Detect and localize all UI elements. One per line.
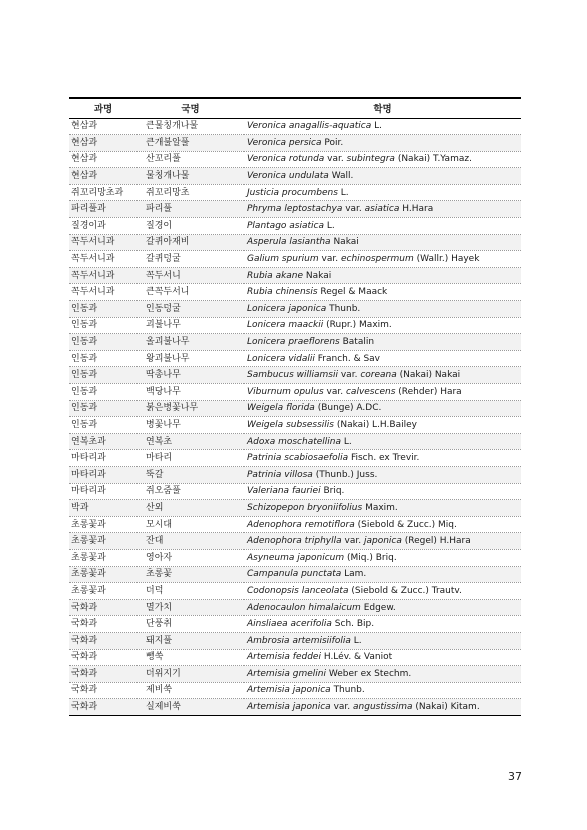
epithet: undulata xyxy=(288,171,329,182)
epithet: subsessilis xyxy=(286,419,334,430)
family-cell: 마타리과 xyxy=(69,466,137,483)
scientific-name-cell xyxy=(244,599,521,616)
scientific-name-cell xyxy=(244,350,521,367)
epithet: punctata xyxy=(301,569,342,580)
authority: (Rehder) Hara xyxy=(398,386,462,397)
genus-name: Phryma xyxy=(247,204,282,215)
epithet: chinensis xyxy=(275,287,318,298)
family-cell: 꼭두서니과 xyxy=(69,284,137,301)
authority: Weber ex Stechm. xyxy=(328,668,412,679)
scientific-name-cell xyxy=(244,218,521,235)
korean-name-cell: 딱총나무 xyxy=(137,367,244,384)
scientific-name-cell xyxy=(244,251,521,268)
authority: var. xyxy=(326,386,344,397)
epithet: japonica xyxy=(363,536,402,547)
korean-name-cell: 실제비쑥 xyxy=(137,699,244,716)
genus-name: Lonicera xyxy=(247,320,286,331)
table-row xyxy=(69,566,521,583)
authority: (Nakai) L.H.Bailey xyxy=(336,419,417,430)
family-cell: 인동과 xyxy=(69,417,137,434)
korean-name-cell: 괴불나무 xyxy=(137,317,244,334)
scientific-name-cell xyxy=(244,168,521,185)
header-scientific-name: 학명 xyxy=(244,98,521,118)
family-cell: 초롱꽃과 xyxy=(69,566,137,583)
epithet: lanceolata xyxy=(301,585,349,596)
scientific-name-cell xyxy=(244,483,521,500)
korean-name-cell: 연복초 xyxy=(137,433,244,450)
epithet: coreana xyxy=(360,370,397,381)
authority: (Rupr.) Maxim. xyxy=(326,320,392,331)
table-row xyxy=(69,267,521,284)
korean-name-cell: 갈퀴아재비 xyxy=(137,234,244,251)
genus-name: Weigela xyxy=(247,419,284,430)
genus-name: Justicia xyxy=(247,187,280,198)
epithet: praeflorens xyxy=(288,337,340,348)
genus-name: Artemisia xyxy=(247,668,290,679)
genus-name: Galium xyxy=(247,254,279,265)
epithet: maackii xyxy=(288,320,324,331)
authority: (Miq.) Briq. xyxy=(347,552,397,563)
korean-name-cell: 왕괴불나무 xyxy=(137,350,244,367)
header-family: 과명 xyxy=(69,98,137,118)
family-cell: 국화과 xyxy=(69,599,137,616)
scientific-name-cell xyxy=(244,301,521,318)
authority: (Nakai) Nakai xyxy=(399,370,461,381)
table-row xyxy=(69,450,521,467)
scientific-name-cell xyxy=(244,699,521,716)
korean-name-cell: 영아자 xyxy=(137,549,244,566)
table-row xyxy=(69,549,521,566)
family-cell: 국화과 xyxy=(69,666,137,683)
table-row xyxy=(69,317,521,334)
table-row xyxy=(69,384,521,401)
korean-name-cell: 잔대 xyxy=(137,533,244,550)
korean-name-cell: 큰물칭개나물 xyxy=(137,118,244,135)
korean-name-cell: 돼지풀 xyxy=(137,632,244,649)
korean-name-cell: 질경이 xyxy=(137,218,244,235)
epithet: procumbens xyxy=(281,187,338,198)
table-row xyxy=(69,516,521,533)
genus-name: Artemisia xyxy=(247,652,290,663)
genus-name: Adoxa xyxy=(247,436,276,447)
epithet: asiatica xyxy=(289,220,325,231)
korean-name-cell: 꼭두서니 xyxy=(137,267,244,284)
epithet: scabiosaefolia xyxy=(284,453,349,464)
authority: (Thunb.) Juss. xyxy=(315,469,378,480)
genus-name: Valeriana xyxy=(247,486,290,497)
family-cell: 현삼과 xyxy=(69,151,137,168)
family-cell: 인동과 xyxy=(69,350,137,367)
epithet: japonica xyxy=(292,702,331,713)
table-row xyxy=(69,417,521,434)
genus-name: Artemisia xyxy=(247,685,290,696)
epithet: remotiflora xyxy=(304,519,355,530)
genus-name: Veronica xyxy=(247,137,287,148)
korean-name-cell: 더덕 xyxy=(137,583,244,600)
table-row xyxy=(69,151,521,168)
genus-name: Adenophora xyxy=(247,536,302,547)
epithet: florida xyxy=(286,403,315,414)
epithet: rotunda xyxy=(288,154,325,165)
scientific-name-cell xyxy=(244,400,521,417)
authority: L. xyxy=(326,220,335,231)
table-row xyxy=(69,533,521,550)
authority: (Nakai) Kitam. xyxy=(415,702,480,713)
korean-name-cell: 병꽃나무 xyxy=(137,417,244,434)
epithet: asiatica xyxy=(364,204,400,215)
authority: Batalin xyxy=(342,337,375,348)
family-cell: 초롱꽃과 xyxy=(69,583,137,600)
family-cell: 인동과 xyxy=(69,384,137,401)
family-cell: 현삼과 xyxy=(69,168,137,185)
authority: L. xyxy=(374,121,383,132)
korean-name-cell: 산꼬리풀 xyxy=(137,151,244,168)
table-row xyxy=(69,168,521,185)
genus-name: Campanula xyxy=(247,569,299,580)
family-cell: 초롱꽃과 xyxy=(69,516,137,533)
epithet: vidalii xyxy=(288,353,315,364)
table-row xyxy=(69,350,521,367)
korean-name-cell: 단풍취 xyxy=(137,616,244,633)
genus-name: Codonopsis xyxy=(247,585,299,596)
scientific-name-cell xyxy=(244,334,521,351)
korean-name-cell: 마타리 xyxy=(137,450,244,467)
scientific-name-cell xyxy=(244,466,521,483)
family-cell: 현삼과 xyxy=(69,118,137,135)
authority: var. xyxy=(321,254,339,265)
authority: (Siebold & Zucc.) Miq. xyxy=(357,519,457,530)
scientific-name-cell xyxy=(244,616,521,633)
epithet: japonica xyxy=(292,685,331,696)
scientific-name-cell xyxy=(244,201,521,218)
epithet: akane xyxy=(275,270,304,281)
table-row xyxy=(69,301,521,318)
table-row xyxy=(69,649,521,666)
scientific-name-cell xyxy=(244,682,521,699)
authority: Wall. xyxy=(331,171,354,182)
table-row xyxy=(69,184,521,201)
scientific-name-cell xyxy=(244,500,521,517)
family-cell: 국화과 xyxy=(69,616,137,633)
scientific-name-cell xyxy=(244,417,521,434)
korean-name-cell: 갈퀴덩굴 xyxy=(137,251,244,268)
scientific-name-cell xyxy=(244,549,521,566)
epithet: anagallis-aquatica xyxy=(288,121,372,132)
scientific-name-cell xyxy=(244,234,521,251)
authority: H.Hara xyxy=(402,204,434,215)
authority: var. xyxy=(333,702,351,713)
epithet: echinospermum xyxy=(340,254,414,265)
scientific-name-cell xyxy=(244,284,521,301)
scientific-name-cell xyxy=(244,583,521,600)
family-cell: 질경이과 xyxy=(69,218,137,235)
table-header-row xyxy=(69,98,521,118)
genus-name: Schizopepon xyxy=(247,502,305,513)
table-row xyxy=(69,466,521,483)
epithet: fauriei xyxy=(291,486,321,497)
authority: Edgew. xyxy=(363,602,396,613)
family-cell: 현삼과 xyxy=(69,135,137,152)
authority: Regel & Maack xyxy=(320,287,388,298)
authority: (Nakai) T.Yamaz. xyxy=(397,154,472,165)
table-row xyxy=(69,599,521,616)
table-row xyxy=(69,284,521,301)
korean-name-cell: 인동덩굴 xyxy=(137,301,244,318)
table-row xyxy=(69,234,521,251)
authority: L. xyxy=(353,635,362,646)
family-cell: 쥐꼬리망초과 xyxy=(69,184,137,201)
epithet: acerifolia xyxy=(290,619,332,630)
scientific-name-cell xyxy=(244,433,521,450)
genus-name: Weigela xyxy=(247,403,284,414)
epithet: japonica xyxy=(288,303,327,314)
genus-name: Lonicera xyxy=(247,303,286,314)
table-row xyxy=(69,666,521,683)
scientific-name-cell xyxy=(244,666,521,683)
korean-name-cell: 멸가치 xyxy=(137,599,244,616)
family-cell: 초롱꽃과 xyxy=(69,549,137,566)
authority: H.Lév. & Vaniot xyxy=(323,652,393,663)
korean-name-cell: 붉은병꽃나무 xyxy=(137,400,244,417)
epithet: lasiantha xyxy=(289,237,331,248)
family-cell: 꼭두서니과 xyxy=(69,251,137,268)
genus-name: Patrinia xyxy=(247,469,282,480)
family-cell: 마타리과 xyxy=(69,483,137,500)
epithet: opulus xyxy=(293,386,324,397)
family-cell: 박과 xyxy=(69,500,137,517)
korean-name-cell: 물칭개나물 xyxy=(137,168,244,185)
family-cell: 인동과 xyxy=(69,301,137,318)
family-cell: 국화과 xyxy=(69,632,137,649)
scientific-name-cell xyxy=(244,367,521,384)
epithet: moschatellina xyxy=(278,436,342,447)
epithet: gmelini xyxy=(292,668,327,679)
family-cell: 인동과 xyxy=(69,317,137,334)
korean-name-cell: 쥐오줌풀 xyxy=(137,483,244,500)
authority: Sch. Bip. xyxy=(334,619,375,630)
epithet: villosa xyxy=(284,469,313,480)
korean-name-cell: 뚝갈 xyxy=(137,466,244,483)
epithet: williamsii xyxy=(296,370,338,381)
authority: var. xyxy=(345,204,362,215)
genus-name: Viburnum xyxy=(247,386,291,397)
epithet: bryoniifolius xyxy=(307,502,363,513)
table-row xyxy=(69,616,521,633)
epithet: persica xyxy=(288,137,322,148)
authority: Maxim. xyxy=(365,502,398,513)
epithet: leptostachya xyxy=(284,204,343,215)
family-cell: 파리풀과 xyxy=(69,201,137,218)
table-row xyxy=(69,682,521,699)
scientific-name-cell xyxy=(244,118,521,135)
genus-name: Asperula xyxy=(247,237,287,248)
scientific-name-cell xyxy=(244,267,521,284)
table-row xyxy=(69,251,521,268)
epithet: himalaicum xyxy=(308,602,361,613)
scientific-name-cell xyxy=(244,649,521,666)
scientific-name-cell xyxy=(244,317,521,334)
authority: (Siebold & Zucc.) Trautv. xyxy=(351,585,462,596)
authority: Thunb. xyxy=(329,303,361,314)
authority: Thunb. xyxy=(333,685,365,696)
authority: Poir. xyxy=(324,137,344,148)
table-row xyxy=(69,135,521,152)
family-cell: 인동과 xyxy=(69,400,137,417)
family-cell: 마타리과 xyxy=(69,450,137,467)
epithet: calvescens xyxy=(345,386,396,397)
scientific-name-cell xyxy=(244,516,521,533)
genus-name: Lonicera xyxy=(247,337,286,348)
family-cell: 인동과 xyxy=(69,367,137,384)
genus-name: Patrinia xyxy=(247,453,282,464)
scientific-name-cell xyxy=(244,151,521,168)
korean-name-cell: 뺑쑥 xyxy=(137,649,244,666)
table-row xyxy=(69,699,521,716)
authority: var. xyxy=(344,536,362,547)
authority: Nakai xyxy=(333,237,359,248)
genus-name: Rubia xyxy=(247,287,273,298)
table-row xyxy=(69,632,521,649)
korean-name-cell: 더위지기 xyxy=(137,666,244,683)
authority: Briq. xyxy=(323,486,345,497)
family-cell: 국화과 xyxy=(69,649,137,666)
family-cell: 국화과 xyxy=(69,682,137,699)
header-korean-name: 국명 xyxy=(137,98,244,118)
scientific-name-cell xyxy=(244,384,521,401)
genus-name: Veronica xyxy=(247,154,287,165)
table-row xyxy=(69,433,521,450)
scientific-name-cell xyxy=(244,533,521,550)
korean-name-cell: 산외 xyxy=(137,500,244,517)
family-cell: 연복초과 xyxy=(69,433,137,450)
authority: L. xyxy=(340,187,349,198)
family-cell: 초롱꽃과 xyxy=(69,533,137,550)
korean-name-cell: 파리풀 xyxy=(137,201,244,218)
genus-name: Sambucus xyxy=(247,370,294,381)
epithet: japonicum xyxy=(297,552,345,563)
scientific-name-cell xyxy=(244,184,521,201)
table-row xyxy=(69,483,521,500)
scientific-name-cell xyxy=(244,632,521,649)
korean-name-cell: 쥐꼬리망초 xyxy=(137,184,244,201)
genus-name: Asyneuma xyxy=(247,552,295,563)
family-cell: 꼭두서니과 xyxy=(69,234,137,251)
epithet: triphylla xyxy=(304,536,342,547)
epithet: artemisiifolia xyxy=(292,635,351,646)
table-row xyxy=(69,367,521,384)
epithet: feddei xyxy=(292,652,321,663)
korean-name-cell: 올괴불나무 xyxy=(137,334,244,351)
genus-name: Veronica xyxy=(247,121,287,132)
species-table xyxy=(69,97,521,716)
korean-name-cell: 큰꼭두서니 xyxy=(137,284,244,301)
authority: var. xyxy=(340,370,358,381)
table-row xyxy=(69,334,521,351)
page-number: 37 xyxy=(508,770,522,783)
korean-name-cell: 모시대 xyxy=(137,516,244,533)
genus-name: Veronica xyxy=(247,171,287,182)
table-row xyxy=(69,118,521,135)
korean-name-cell: 제비쑥 xyxy=(137,682,244,699)
genus-name: Adenophora xyxy=(247,519,302,530)
scientific-name-cell xyxy=(244,450,521,467)
authority: (Regel) H.Hara xyxy=(404,536,471,547)
epithet: spurium xyxy=(281,254,319,265)
table-row xyxy=(69,500,521,517)
authority: Fisch. ex Trevir. xyxy=(350,453,420,464)
genus-name: Plantago xyxy=(247,220,287,231)
table-row xyxy=(69,201,521,218)
table-row xyxy=(69,400,521,417)
korean-name-cell: 초롱꽃 xyxy=(137,566,244,583)
authority: (Bunge) A.DC. xyxy=(317,403,382,414)
authority: Lam. xyxy=(344,569,367,580)
family-cell: 꼭두서니과 xyxy=(69,267,137,284)
korean-name-cell: 백당나무 xyxy=(137,384,244,401)
scientific-name-cell xyxy=(244,135,521,152)
authority: (Wallr.) Hayek xyxy=(416,254,480,265)
authority: L. xyxy=(343,436,352,447)
family-cell: 국화과 xyxy=(69,699,137,716)
table-row xyxy=(69,583,521,600)
authority: Nakai xyxy=(305,270,332,281)
epithet: subintegra xyxy=(346,154,395,165)
korean-name-cell: 큰개불알풀 xyxy=(137,135,244,152)
genus-name: Ainsliaea xyxy=(247,619,288,630)
genus-name: Adenocaulon xyxy=(247,602,306,613)
genus-name: Lonicera xyxy=(247,353,286,364)
family-cell: 인동과 xyxy=(69,334,137,351)
genus-name: Artemisia xyxy=(247,702,290,713)
authority: var. xyxy=(327,154,344,165)
genus-name: Ambrosia xyxy=(247,635,290,646)
table-row xyxy=(69,218,521,235)
epithet: angustissima xyxy=(353,702,413,713)
scientific-name-cell xyxy=(244,566,521,583)
authority: Franch. & Sav xyxy=(317,353,380,364)
genus-name: Rubia xyxy=(247,270,273,281)
